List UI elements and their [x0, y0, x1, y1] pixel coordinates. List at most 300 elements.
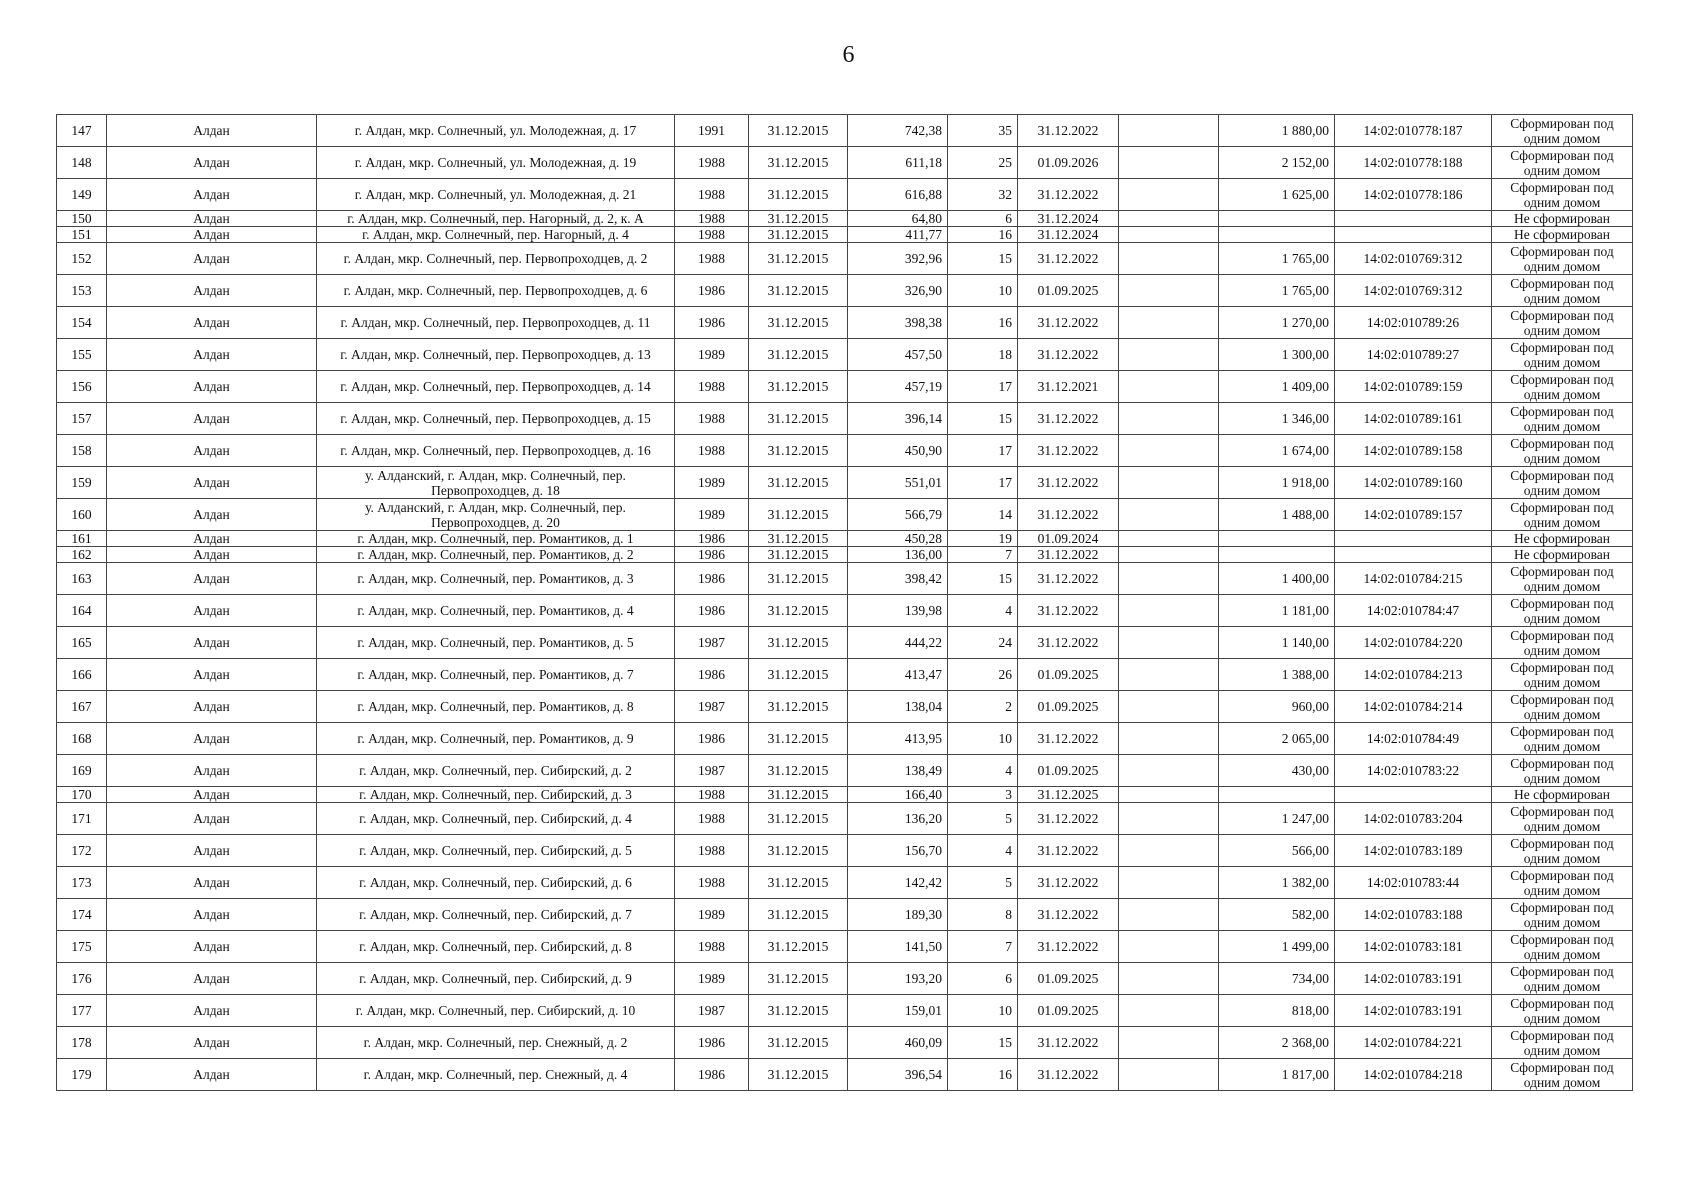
cell-row-number: 175	[57, 931, 107, 963]
cell-date-included: 31.12.2015	[749, 867, 848, 899]
cell-land-area: 734,00	[1219, 963, 1335, 995]
cell-cadastral-number: 14:02:010769:312	[1335, 275, 1492, 307]
table-row	[57, 1027, 1633, 1059]
cell-empty	[1119, 115, 1219, 147]
cell-empty	[1119, 179, 1219, 211]
cell-row-number: 148	[57, 147, 107, 179]
cell-date-included: 31.12.2015	[749, 547, 848, 563]
cell-count: 24	[948, 627, 1018, 659]
table-row	[57, 995, 1633, 1027]
cell-date-included: 31.12.2015	[749, 995, 848, 1027]
cell-cadastral-number: 14:02:010784:221	[1335, 1027, 1492, 1059]
cell-area: 159,01	[848, 995, 948, 1027]
cell-land-area: 1 674,00	[1219, 435, 1335, 467]
cell-area: 450,90	[848, 435, 948, 467]
cell-address: г. Алдан, мкр. Солнечный, пер. Сибирский, д. 9	[317, 963, 675, 995]
cell-date-included: 31.12.2015	[749, 723, 848, 755]
cell-land-area: 1 625,00	[1219, 179, 1335, 211]
cell-date-included: 31.12.2015	[749, 803, 848, 835]
cell-row-number: 173	[57, 867, 107, 899]
cell-settlement: Алдан	[107, 243, 317, 275]
cell-land-area: 1 181,00	[1219, 595, 1335, 627]
cell-area: 141,50	[848, 931, 948, 963]
table-row	[57, 467, 1633, 499]
cell-settlement: Алдан	[107, 371, 317, 403]
cell-year: 1987	[675, 691, 749, 723]
cell-cadastral-number	[1335, 227, 1492, 243]
cell-row-number: 149	[57, 179, 107, 211]
cell-cadastral-number: 14:02:010783:191	[1335, 963, 1492, 995]
cell-count: 26	[948, 659, 1018, 691]
cell-status: Сформирован под одним домом	[1492, 867, 1633, 899]
cell-empty	[1119, 595, 1219, 627]
cell-date-included: 31.12.2015	[749, 339, 848, 371]
cell-empty	[1119, 499, 1219, 531]
cell-date-included: 31.12.2015	[749, 243, 848, 275]
cell-count: 4	[948, 755, 1018, 787]
cell-settlement: Алдан	[107, 275, 317, 307]
cell-cadastral-number: 14:02:010789:26	[1335, 307, 1492, 339]
cell-count: 15	[948, 403, 1018, 435]
cell-date-planned: 01.09.2025	[1018, 659, 1119, 691]
cell-count: 16	[948, 227, 1018, 243]
cell-date-planned: 31.12.2022	[1018, 243, 1119, 275]
cell-address: г. Алдан, мкр. Солнечный, пер. Первопроходцев, д. 6	[317, 275, 675, 307]
cell-status: Сформирован под одним домом	[1492, 371, 1633, 403]
cell-count: 10	[948, 995, 1018, 1027]
cell-date-planned: 31.12.2024	[1018, 211, 1119, 227]
cell-status: Сформирован под одним домом	[1492, 627, 1633, 659]
cell-status: Сформирован под одним домом	[1492, 835, 1633, 867]
cell-settlement: Алдан	[107, 803, 317, 835]
cell-area: 156,70	[848, 835, 948, 867]
cell-year: 1988	[675, 931, 749, 963]
cell-land-area	[1219, 227, 1335, 243]
cell-date-planned: 31.12.2022	[1018, 867, 1119, 899]
cell-address: г. Алдан, мкр. Солнечный, пер. Сибирский, д. 10	[317, 995, 675, 1027]
cell-count: 7	[948, 931, 1018, 963]
cell-empty	[1119, 659, 1219, 691]
cell-cadastral-number: 14:02:010784:215	[1335, 563, 1492, 595]
cell-status: Сформирован под одним домом	[1492, 467, 1633, 499]
cell-settlement: Алдан	[107, 435, 317, 467]
table-row	[57, 931, 1633, 963]
cell-settlement: Алдан	[107, 227, 317, 243]
cell-settlement: Алдан	[107, 627, 317, 659]
cell-settlement: Алдан	[107, 835, 317, 867]
cell-settlement: Алдан	[107, 499, 317, 531]
cell-cadastral-number: 14:02:010784:213	[1335, 659, 1492, 691]
cell-date-included: 31.12.2015	[749, 147, 848, 179]
cell-cadastral-number: 14:02:010784:218	[1335, 1059, 1492, 1091]
table-row	[57, 307, 1633, 339]
cell-address: г. Алдан, мкр. Солнечный, пер. Романтиков, д. 4	[317, 595, 675, 627]
cell-count: 2	[948, 691, 1018, 723]
table-row	[57, 963, 1633, 995]
cell-date-planned: 31.12.2022	[1018, 1027, 1119, 1059]
cell-count: 15	[948, 563, 1018, 595]
cell-area: 398,38	[848, 307, 948, 339]
cell-settlement: Алдан	[107, 595, 317, 627]
cell-date-planned: 01.09.2025	[1018, 755, 1119, 787]
cell-date-planned: 31.12.2022	[1018, 115, 1119, 147]
cell-date-included: 31.12.2015	[749, 563, 848, 595]
cell-settlement: Алдан	[107, 179, 317, 211]
cell-land-area: 2 152,00	[1219, 147, 1335, 179]
cell-land-area: 1 918,00	[1219, 467, 1335, 499]
cell-date-planned: 31.12.2022	[1018, 627, 1119, 659]
table-row	[57, 1059, 1633, 1091]
cell-cadastral-number: 14:02:010784:47	[1335, 595, 1492, 627]
cell-date-planned: 31.12.2022	[1018, 435, 1119, 467]
cell-status: Сформирован под одним домом	[1492, 275, 1633, 307]
cell-row-number: 152	[57, 243, 107, 275]
cell-date-planned: 01.09.2025	[1018, 963, 1119, 995]
cell-date-included: 31.12.2015	[749, 531, 848, 547]
cell-date-planned: 31.12.2022	[1018, 723, 1119, 755]
cell-empty	[1119, 867, 1219, 899]
cell-status: Сформирован под одним домом	[1492, 595, 1633, 627]
table-row	[57, 595, 1633, 627]
cell-settlement: Алдан	[107, 755, 317, 787]
table-row	[57, 803, 1633, 835]
cell-count: 4	[948, 595, 1018, 627]
cell-count: 35	[948, 115, 1018, 147]
cell-row-number: 171	[57, 803, 107, 835]
cell-settlement: Алдан	[107, 1027, 317, 1059]
cell-status: Сформирован под одним домом	[1492, 963, 1633, 995]
cell-year: 1987	[675, 995, 749, 1027]
cell-row-number: 178	[57, 1027, 107, 1059]
cell-settlement: Алдан	[107, 931, 317, 963]
cell-area: 450,28	[848, 531, 948, 547]
cell-count: 32	[948, 179, 1018, 211]
cell-status: Сформирован под одним домом	[1492, 1059, 1633, 1091]
cell-land-area: 1 140,00	[1219, 627, 1335, 659]
cell-cadastral-number: 14:02:010789:159	[1335, 371, 1492, 403]
cell-date-planned: 31.12.2021	[1018, 371, 1119, 403]
cell-area: 136,00	[848, 547, 948, 563]
cell-cadastral-number	[1335, 787, 1492, 803]
cell-date-included: 31.12.2015	[749, 275, 848, 307]
cell-empty	[1119, 931, 1219, 963]
cell-address: г. Алдан, мкр. Солнечный, пер. Романтиков, д. 8	[317, 691, 675, 723]
cell-address: г. Алдан, мкр. Солнечный, пер. Снежный, д. 2	[317, 1027, 675, 1059]
cell-area: 139,98	[848, 595, 948, 627]
cell-row-number: 151	[57, 227, 107, 243]
cell-date-included: 31.12.2015	[749, 211, 848, 227]
cell-area: 64,80	[848, 211, 948, 227]
cell-empty	[1119, 227, 1219, 243]
cell-year: 1986	[675, 563, 749, 595]
cell-year: 1988	[675, 211, 749, 227]
cell-cadastral-number: 14:02:010789:158	[1335, 435, 1492, 467]
cell-status: Не сформирован	[1492, 211, 1633, 227]
cell-date-planned: 31.12.2022	[1018, 563, 1119, 595]
cell-date-included: 31.12.2015	[749, 691, 848, 723]
cell-date-included: 31.12.2015	[749, 755, 848, 787]
cell-cadastral-number: 14:02:010783:191	[1335, 995, 1492, 1027]
cell-year: 1989	[675, 499, 749, 531]
cell-date-included: 31.12.2015	[749, 931, 848, 963]
cell-count: 15	[948, 243, 1018, 275]
cell-year: 1988	[675, 835, 749, 867]
cell-count: 7	[948, 547, 1018, 563]
cell-date-planned: 01.09.2025	[1018, 691, 1119, 723]
cell-address: г. Алдан, мкр. Солнечный, пер. Первопроходцев, д. 16	[317, 435, 675, 467]
cell-year: 1986	[675, 1027, 749, 1059]
cell-year: 1988	[675, 867, 749, 899]
cell-land-area: 818,00	[1219, 995, 1335, 1027]
cell-land-area: 1 409,00	[1219, 371, 1335, 403]
cell-cadastral-number: 14:02:010783:181	[1335, 931, 1492, 963]
cell-address: г. Алдан, мкр. Солнечный, пер. Романтиков, д. 1	[317, 531, 675, 547]
cell-address: г. Алдан, мкр. Солнечный, пер. Сибирский, д. 8	[317, 931, 675, 963]
cell-row-number: 179	[57, 1059, 107, 1091]
cell-date-planned: 31.12.2022	[1018, 467, 1119, 499]
cell-settlement: Алдан	[107, 867, 317, 899]
table-row	[57, 403, 1633, 435]
cell-row-number: 168	[57, 723, 107, 755]
cell-empty	[1119, 531, 1219, 547]
cell-date-planned: 31.12.2022	[1018, 403, 1119, 435]
cell-status: Сформирован под одним домом	[1492, 339, 1633, 371]
cell-address: г. Алдан, мкр. Солнечный, ул. Молодежная, д. 19	[317, 147, 675, 179]
cell-status: Сформирован под одним домом	[1492, 659, 1633, 691]
cell-settlement: Алдан	[107, 1059, 317, 1091]
cell-settlement: Алдан	[107, 963, 317, 995]
cell-land-area: 1 388,00	[1219, 659, 1335, 691]
cell-row-number: 170	[57, 787, 107, 803]
cell-row-number: 176	[57, 963, 107, 995]
table-row	[57, 435, 1633, 467]
cell-area: 742,38	[848, 115, 948, 147]
cell-cadastral-number	[1335, 531, 1492, 547]
cell-empty	[1119, 563, 1219, 595]
cell-empty	[1119, 995, 1219, 1027]
cell-year: 1987	[675, 755, 749, 787]
cell-date-included: 31.12.2015	[749, 627, 848, 659]
cell-row-number: 157	[57, 403, 107, 435]
cell-count: 5	[948, 803, 1018, 835]
cell-address: г. Алдан, мкр. Солнечный, пер. Снежный, д. 4	[317, 1059, 675, 1091]
cell-year: 1988	[675, 227, 749, 243]
cell-row-number: 164	[57, 595, 107, 627]
cell-year: 1988	[675, 179, 749, 211]
table-row	[57, 179, 1633, 211]
table-row	[57, 339, 1633, 371]
table-row	[57, 755, 1633, 787]
cell-area: 616,88	[848, 179, 948, 211]
cell-address: г. Алдан, мкр. Солнечный, пер. Романтиков, д. 3	[317, 563, 675, 595]
cell-settlement: Алдан	[107, 307, 317, 339]
cell-address: г. Алдан, мкр. Солнечный, пер. Первопроходцев, д. 2	[317, 243, 675, 275]
cell-area: 138,49	[848, 755, 948, 787]
cell-land-area: 430,00	[1219, 755, 1335, 787]
cell-row-number: 155	[57, 339, 107, 371]
registry-body	[57, 115, 1633, 1091]
cell-year: 1989	[675, 963, 749, 995]
cell-empty	[1119, 339, 1219, 371]
cell-address: г. Алдан, мкр. Солнечный, пер. Сибирский, д. 3	[317, 787, 675, 803]
cell-settlement: Алдан	[107, 787, 317, 803]
cell-date-included: 31.12.2015	[749, 403, 848, 435]
cell-land-area: 1 300,00	[1219, 339, 1335, 371]
cell-count: 8	[948, 899, 1018, 931]
cell-area: 413,47	[848, 659, 948, 691]
cell-address: г. Алдан, мкр. Солнечный, пер. Сибирский, д. 4	[317, 803, 675, 835]
cell-cadastral-number: 14:02:010783:189	[1335, 835, 1492, 867]
cell-empty	[1119, 435, 1219, 467]
cell-row-number: 160	[57, 499, 107, 531]
table-row	[57, 659, 1633, 691]
cell-land-area: 1 346,00	[1219, 403, 1335, 435]
cell-count: 18	[948, 339, 1018, 371]
cell-row-number: 172	[57, 835, 107, 867]
cell-area: 396,54	[848, 1059, 948, 1091]
cell-date-planned: 31.12.2022	[1018, 307, 1119, 339]
cell-row-number: 158	[57, 435, 107, 467]
cell-date-planned: 31.12.2022	[1018, 931, 1119, 963]
cell-land-area: 1 247,00	[1219, 803, 1335, 835]
table-row	[57, 787, 1633, 803]
cell-cadastral-number: 14:02:010783:188	[1335, 899, 1492, 931]
cell-row-number: 169	[57, 755, 107, 787]
cell-address: г. Алдан, мкр. Солнечный, ул. Молодежная, д. 17	[317, 115, 675, 147]
cell-status: Не сформирован	[1492, 787, 1633, 803]
cell-row-number: 154	[57, 307, 107, 339]
cell-land-area: 1 270,00	[1219, 307, 1335, 339]
cell-land-area	[1219, 211, 1335, 227]
cell-empty	[1119, 147, 1219, 179]
cell-area: 457,50	[848, 339, 948, 371]
cell-date-included: 31.12.2015	[749, 1059, 848, 1091]
cell-settlement: Алдан	[107, 531, 317, 547]
cell-cadastral-number	[1335, 547, 1492, 563]
cell-land-area: 1 499,00	[1219, 931, 1335, 963]
cell-date-planned: 31.12.2022	[1018, 179, 1119, 211]
cell-address: г. Алдан, мкр. Солнечный, пер. Романтиков, д. 7	[317, 659, 675, 691]
cell-date-included: 31.12.2015	[749, 467, 848, 499]
cell-count: 10	[948, 275, 1018, 307]
cell-address: у. Алданский, г. Алдан, мкр. Солнечный, пер. Первопроходцев, д. 20	[317, 499, 675, 531]
cell-status: Сформирован под одним домом	[1492, 899, 1633, 931]
cell-address: г. Алдан, мкр. Солнечный, ул. Молодежная, д. 21	[317, 179, 675, 211]
cell-address: г. Алдан, мкр. Солнечный, пер. Сибирский, д. 5	[317, 835, 675, 867]
table-row	[57, 867, 1633, 899]
cell-date-planned: 01.09.2025	[1018, 275, 1119, 307]
cell-area: 413,95	[848, 723, 948, 755]
cell-year: 1988	[675, 435, 749, 467]
table-row	[57, 371, 1633, 403]
cell-settlement: Алдан	[107, 691, 317, 723]
cell-area: 142,42	[848, 867, 948, 899]
cell-address: г. Алдан, мкр. Солнечный, пер. Романтиков, д. 9	[317, 723, 675, 755]
cell-empty	[1119, 627, 1219, 659]
table-row	[57, 531, 1633, 547]
cell-date-included: 31.12.2015	[749, 659, 848, 691]
cell-count: 16	[948, 307, 1018, 339]
cell-status: Сформирован под одним домом	[1492, 307, 1633, 339]
cell-land-area: 960,00	[1219, 691, 1335, 723]
cell-row-number: 153	[57, 275, 107, 307]
cell-settlement: Алдан	[107, 723, 317, 755]
cell-empty	[1119, 787, 1219, 803]
cell-land-area: 2 368,00	[1219, 1027, 1335, 1059]
cell-row-number: 166	[57, 659, 107, 691]
cell-status: Сформирован под одним домом	[1492, 179, 1633, 211]
cell-status: Не сформирован	[1492, 547, 1633, 563]
cell-row-number: 147	[57, 115, 107, 147]
cell-empty	[1119, 723, 1219, 755]
cell-date-included: 31.12.2015	[749, 307, 848, 339]
cell-count: 4	[948, 835, 1018, 867]
cell-settlement: Алдан	[107, 899, 317, 931]
cell-empty	[1119, 691, 1219, 723]
table-row	[57, 547, 1633, 563]
cell-count: 17	[948, 435, 1018, 467]
cell-status: Сформирован под одним домом	[1492, 691, 1633, 723]
cell-land-area: 1 400,00	[1219, 563, 1335, 595]
cell-date-included: 31.12.2015	[749, 115, 848, 147]
cell-row-number: 161	[57, 531, 107, 547]
cell-row-number: 159	[57, 467, 107, 499]
cell-count: 5	[948, 867, 1018, 899]
cell-empty	[1119, 963, 1219, 995]
cell-status: Сформирован под одним домом	[1492, 115, 1633, 147]
cell-count: 25	[948, 147, 1018, 179]
cell-status: Сформирован под одним домом	[1492, 499, 1633, 531]
cell-year: 1988	[675, 787, 749, 803]
cell-settlement: Алдан	[107, 339, 317, 371]
cell-cadastral-number: 14:02:010784:214	[1335, 691, 1492, 723]
cell-year: 1986	[675, 595, 749, 627]
cell-year: 1988	[675, 147, 749, 179]
cell-row-number: 174	[57, 899, 107, 931]
cell-land-area	[1219, 547, 1335, 563]
cell-land-area: 582,00	[1219, 899, 1335, 931]
cell-settlement: Алдан	[107, 995, 317, 1027]
table-row	[57, 691, 1633, 723]
cell-count: 19	[948, 531, 1018, 547]
cell-empty	[1119, 403, 1219, 435]
cell-area: 166,40	[848, 787, 948, 803]
cell-date-planned: 31.12.2022	[1018, 1059, 1119, 1091]
cell-address: г. Алдан, мкр. Солнечный, пер. Первопроходцев, д. 11	[317, 307, 675, 339]
table-row	[57, 563, 1633, 595]
cell-settlement: Алдан	[107, 659, 317, 691]
cell-year: 1989	[675, 339, 749, 371]
cell-status: Сформирован под одним домом	[1492, 755, 1633, 787]
cell-cadastral-number: 14:02:010789:157	[1335, 499, 1492, 531]
cell-year: 1986	[675, 307, 749, 339]
cell-status: Сформирован под одним домом	[1492, 931, 1633, 963]
cell-area: 189,30	[848, 899, 948, 931]
cell-date-included: 31.12.2015	[749, 595, 848, 627]
cell-year: 1991	[675, 115, 749, 147]
cell-date-planned: 31.12.2022	[1018, 899, 1119, 931]
cell-address: г. Алдан, мкр. Солнечный, пер. Первопроходцев, д. 14	[317, 371, 675, 403]
cell-cadastral-number: 14:02:010784:49	[1335, 723, 1492, 755]
cell-empty	[1119, 467, 1219, 499]
cell-date-planned: 01.09.2025	[1018, 995, 1119, 1027]
cell-count: 6	[948, 211, 1018, 227]
cell-settlement: Алдан	[107, 467, 317, 499]
cell-area: 398,42	[848, 563, 948, 595]
table-row	[57, 835, 1633, 867]
cell-address: г. Алдан, мкр. Солнечный, пер. Нагорный, д. 4	[317, 227, 675, 243]
cell-date-included: 31.12.2015	[749, 787, 848, 803]
